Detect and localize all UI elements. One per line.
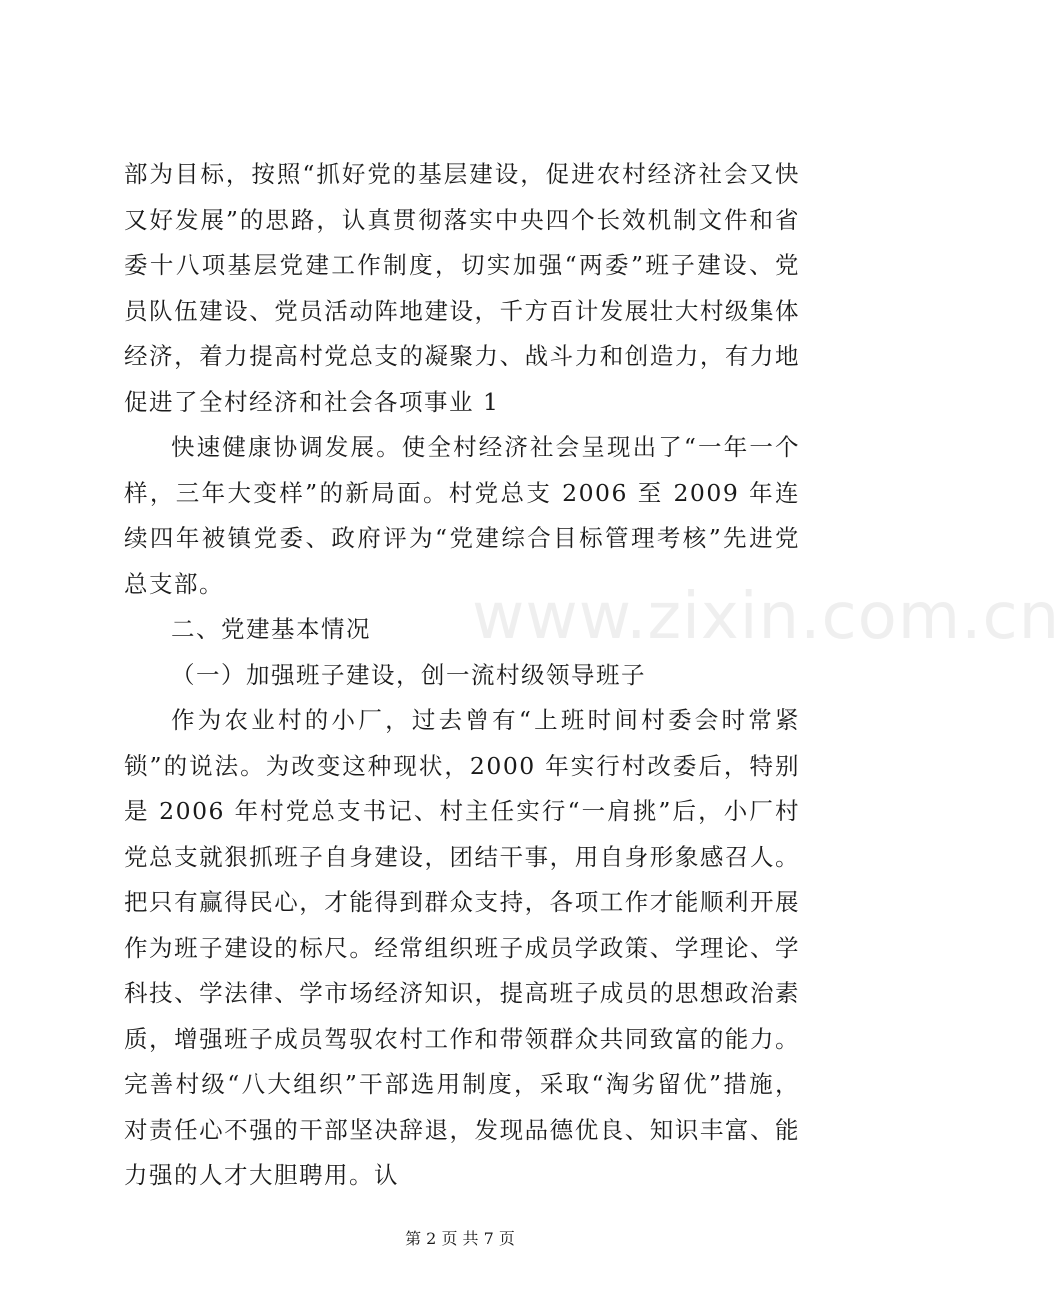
paragraph-1: 部为目标，按照“抓好党的基层建设，促进农村经济社会又快又好发展”的思路，认真贯彻落实中央四个长效机制文件和省委十八项基层党建工作制度，切实加强“两委”班子建设、党员队伍建设、党员活动阵地建设，千方百计发展壮大村级集体经济，着力提高村党总支的凝聚力、战斗力和创造力，有力地促进了全村经济和社会各项事业 1 (124, 160, 800, 416)
section-heading: 二、党建基本情况 (171, 615, 371, 643)
watermark: www.zixin.com.cn (472, 580, 1060, 654)
document-body (124, 152, 800, 1199)
paragraph-2: 快速健康协调发展。使全村经济社会呈现出了“一年一个样，三年大变样”的新局面。村党总支 2006 至 2009 年连续四年被镇党委、政府评为“党建综合目标管理考核”先进党总支部。 (124, 433, 800, 598)
paragraph-3: 作为农业村的小厂，过去曾有“上班时间村委会时常紧锁”的说法。为改变这种现状，2000 年实行村改委后，特别是 2006 年村党总支书记、村主任实行“一肩挑”后，小厂村党总支就狠抓班子自身建设，团结干事，用自身形象感召人。把只有赢得民心，才能得到群众支持，各项工作才能顺利开展作为班子建设的标尺。经常组织班子成员学政策、学理论、学科技、学法律、学市场经济知识，提高班子成员的思想政治素质，增强班子成员驾驭农村工作和带领群众共同致富的能力。完善村级“八大组织”干部选用制度，采取“淘劣留优”措施，对责任心不强的干部坚决辞退，发现品德优良、知识丰富、能力强的人才大胆聘用。认 (124, 706, 800, 1189)
page-footer: 第 2 页 共 7 页 (405, 1229, 515, 1248)
subsection-heading: （一）加强班子建设，创一流村级领导班子 (171, 660, 646, 689)
